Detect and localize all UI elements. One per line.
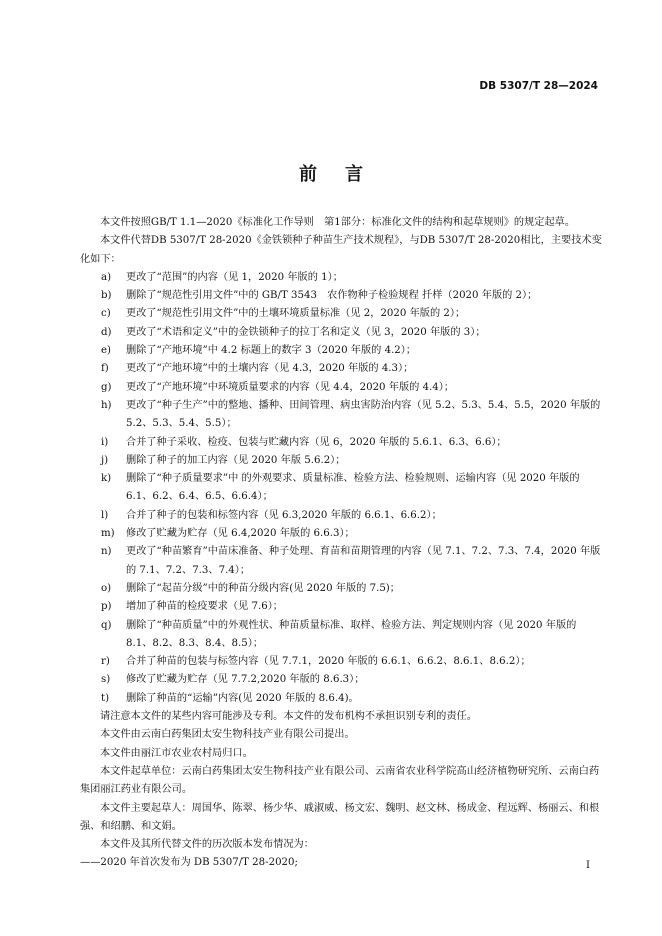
list-item <box>80 269 602 287</box>
list-item <box>80 617 602 654</box>
change-list <box>80 269 602 708</box>
list-item-text: 更改了“规范性引用文件”中的土壤环境质量标准（见 2，2020 年版的 2）； <box>126 308 466 320</box>
list-item <box>80 342 602 360</box>
list-item-label: s) <box>101 674 111 686</box>
list-item-label: l) <box>101 509 109 521</box>
list-item-label: k) <box>101 473 112 485</box>
list-item-text: 删除了“产地环境”中 4.2 标题上的数字 3（2020 年版的 4.2）； <box>126 345 417 357</box>
proposer-statement: 本文件由云南白药集团太安生物科技产业有限公司提出。 <box>100 729 355 741</box>
list-item-label: t) <box>101 692 110 704</box>
document-id: DB 5307/T 28—2024 <box>479 80 598 92</box>
list-item-label: i) <box>101 436 109 448</box>
list-item-label: b) <box>101 290 112 302</box>
list-item-label: n) <box>101 546 112 558</box>
list-item-text: 更改了“范围”的内容（见 1，2020 年版的 1）； <box>126 271 343 283</box>
list-item <box>80 598 602 616</box>
list-item-label: o) <box>101 582 112 594</box>
list-item-label: c) <box>101 308 111 320</box>
list-item-text: 删除了“起苗分级”中的种苗分级内容(见 2020 年版的 7.5)； <box>126 582 400 594</box>
list-item-label: f) <box>101 363 109 375</box>
page-number: I <box>586 860 590 871</box>
intro-paragraph: 本文件按照GB/T 1.1—2020《标准化工作导则 第1部分：标准化文件的结构和起草规则》的规定起草。 <box>100 217 576 228</box>
page-title: 前言 <box>299 164 391 185</box>
list-item <box>80 452 602 470</box>
main-drafters: 本文件主要起草人：周国华、陈翠、杨少华、戚淑威、杨文宏、魏明、赵文林、杨成金、程远辉、杨丽云、和根强、和绍鹏、和文娟。 <box>80 802 600 832</box>
list-item-text: 删除了种苗的“运输”内容(见 2020 年版的 8.6.4)。 <box>126 692 359 704</box>
list-item-text: 合并了种苗的包装与标签内容（见 7.7.1，2020 年版的 6.6.1、6.6.2、8.6.1、8.6.2）； <box>126 656 531 668</box>
list-item-text: 修改了贮藏为贮存（见 7.7.2,2020 年版的 8.6.3）； <box>126 674 365 686</box>
list-item-label: j) <box>101 454 109 466</box>
document-body <box>80 214 602 873</box>
list-item <box>80 305 602 323</box>
list-item <box>80 580 602 598</box>
list-item-text: 更改了“产地环境”中的土壤内容（见 4.3，2020 年版的 4.3）； <box>126 363 414 375</box>
list-item <box>80 379 602 397</box>
list-item-text: 合并了种子采收、检疫、包装与贮藏内容（见 6，2020 年版的 5.6.1、6.3、6.6）； <box>126 436 507 448</box>
list-item <box>80 543 602 580</box>
list-item <box>80 287 602 305</box>
list-item-label: g) <box>101 381 112 393</box>
list-item <box>80 690 602 708</box>
list-item-text: 删除了“规范性引用文件”中的 GB/T 3543 农作物种子检验规程 扦样（2020 年版的 2）； <box>126 290 538 302</box>
list-item <box>80 653 602 671</box>
list-item <box>80 525 602 543</box>
list-item-label: r) <box>101 656 110 668</box>
drafting-units: 本文件起草单位：云南白药集团太安生物科技产业有限公司、云南省农业科学院高山经济植物研究所、云南白药集团丽江药业有限公司。 <box>80 765 600 796</box>
patent-notice: 请注意本文件的某些内容可能涉及专利。本文件的发布机构不承担识别专利的责任。 <box>100 711 477 723</box>
list-item-label: q) <box>101 619 112 631</box>
list-item-text: 增加了种苗的检疫要求（见 7.6）； <box>126 601 283 613</box>
list-item <box>80 434 602 452</box>
list-item-text: 删除了“种子质量要求”中 的外观要求、质量标准、检验方法、检验规则、运输内容（见 2020 年版的 6.1、6.2、6.4、6.5、6.6.4）； <box>126 473 580 503</box>
list-item <box>80 397 602 434</box>
list-item-label: m) <box>101 528 115 540</box>
list-item-text: 更改了“产地环境”中环境质量要求的内容（见 4.4，2020 年版的 4.4）； <box>126 381 455 393</box>
jurisdiction-statement: 本文件由丽江市农业农村局归口。 <box>100 747 253 759</box>
history-heading: 本文件及其所代替文件的历次版本发布情况为： <box>100 839 314 851</box>
list-item-label: h) <box>101 399 112 411</box>
list-item-text: 删除了“种苗质量”中的外观性状、种苗质量标准、取样、检验方法、判定规则内容（见 2020 年版的 8.1、8.2、8.3、8.4、8.5）； <box>126 619 577 649</box>
intro-paragraph: 本文件代替DB 5307/T 28-2020《金铁锁种子种苗生产技术规程》，与DB 5307/T 28-2020相比，主要技术变化如下： <box>80 235 602 265</box>
list-item-text: 更改了“种苗繁育”中苗床准备、种子处理、育苗和苗期管理的内容（见 7.1、7.2、7.3、7.4，2020 年版的 7.1、7.2、7.3、7.4）； <box>126 546 601 576</box>
list-item-label: a) <box>101 271 112 283</box>
list-item <box>80 671 602 689</box>
list-item-text: 删除了种子的加工内容（见 2020 年版 5.6.2）； <box>126 454 346 466</box>
list-item <box>80 470 602 507</box>
list-item-label: d) <box>101 326 112 338</box>
list-item-text: 更改了“种子生产”中的整地、播种、田间管理、病虫害防治内容（见 5.2、5.3、5.4、5.5，2020 年版的 5.2、5.3、5.4、5.5）； <box>126 399 601 430</box>
list-item-label: p) <box>101 601 112 613</box>
list-item <box>80 324 602 342</box>
list-item-text: 修改了贮藏为贮存（见 6.4,2020 年版的 6.6.3）； <box>126 528 355 540</box>
history-entry: ——2020 年首次发布为 DB 5307/T 28-2020; <box>80 857 298 869</box>
list-item <box>80 507 602 525</box>
list-item-text: 合并了种子的包装和标签内容（见 6.3,2020 年版的 6.6.1、6.6.2）； <box>126 509 442 521</box>
list-item-text: 更改了“术语和定义”中的金铁锁种子的拉丁名和定义（见 3，2020 年版的 3）； <box>126 326 486 338</box>
list-item-label: e) <box>101 345 112 357</box>
list-item <box>80 360 602 378</box>
